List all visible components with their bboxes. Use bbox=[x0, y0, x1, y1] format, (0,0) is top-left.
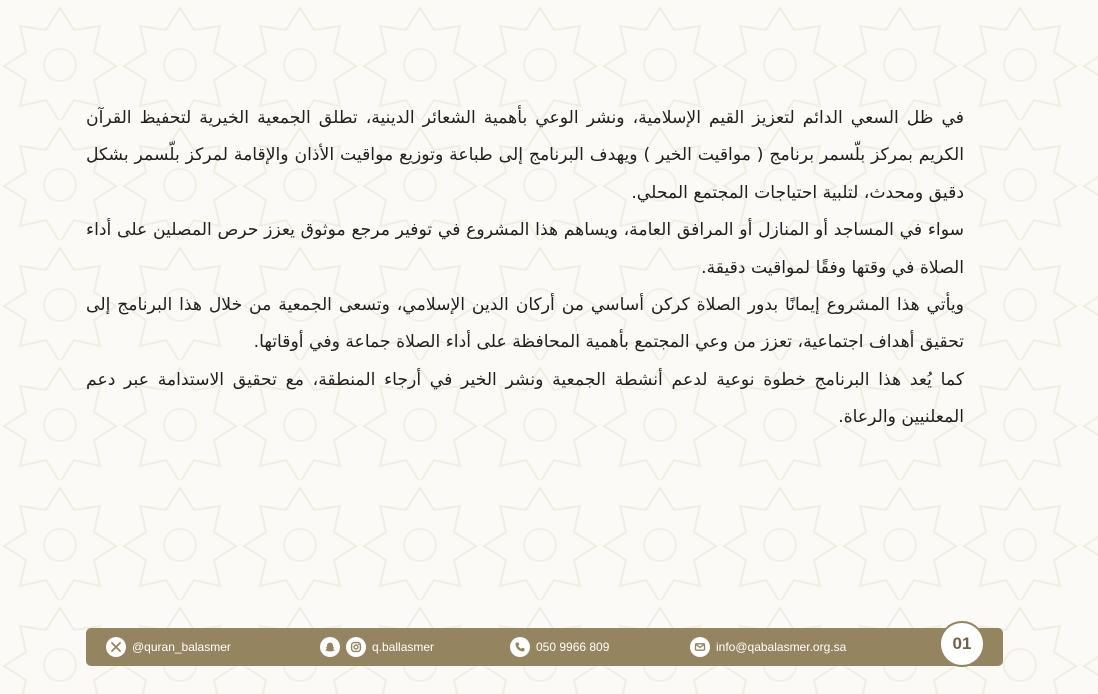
paragraph-2: سواء في المساجد أو المنازل أو المرافق العامة، ويساهم هذا المشروع في توفير مرجع موثوق يعزز حرص المصلين على أداء الصلاة في وقتها وفقًا لمواقيت دقيقة. bbox=[86, 220, 964, 278]
phone-icon bbox=[510, 637, 530, 657]
paragraph-1: في ظل السعي الدائم لتعزيز القيم الإسلامية، ونشر الوعي بأهمية الشعائر الدينية، تطلق الجمعية الخيرية لتحفيظ القرآن الكريم بمركز بلّسمر برنامج ( مواقيت الخير ) ويهدف البرنامج إلى طباعة وتوزيع مواقيت الأذان والإقامة لمركز بلّسمر بشكل دقيق ومحدث، لتلبية احتياجات المجتمع المحلي. bbox=[86, 108, 964, 203]
footer-social-account[interactable] bbox=[320, 628, 434, 666]
x-logo-icon bbox=[106, 637, 126, 657]
mail-icon bbox=[690, 637, 710, 657]
page-number: 01 bbox=[939, 621, 985, 667]
paragraph-4: كما يُعد هذا البرنامج خطوة نوعية لدعم أنشطة الجمعية ونشر الخير في أرجاء المنطقة، مع تحقيق الاستدامة عبر دعم المعلنيين والرعاة. bbox=[86, 369, 964, 428]
snapchat-icon bbox=[320, 637, 340, 657]
body-text bbox=[86, 100, 964, 437]
email-address: info@qabalasmer.org.sa bbox=[716, 640, 847, 654]
paragraph-3: ويأتي هذا المشروع إيمانًا بدور الصلاة كركن أساسي من أركان الدين الإسلامي، وتسعى الجمعية من خلال هذا البرنامج إلى تحقيق أهداف اجتماعية، تعزز من وعي المجتمع بأهمية المحافظة على أداء الصلاة جماعة وفي أوقاتها. bbox=[86, 295, 964, 353]
footer-bar bbox=[86, 628, 1003, 666]
footer-phone[interactable] bbox=[510, 628, 609, 666]
x-handle: @quran_balasmer bbox=[132, 640, 231, 654]
footer-x-account[interactable] bbox=[106, 628, 231, 666]
phone-number: 050 9966 809 bbox=[536, 640, 610, 654]
footer-email[interactable] bbox=[690, 628, 846, 666]
instagram-icon bbox=[346, 637, 366, 657]
social-handle: q.ballasmer bbox=[372, 640, 435, 654]
